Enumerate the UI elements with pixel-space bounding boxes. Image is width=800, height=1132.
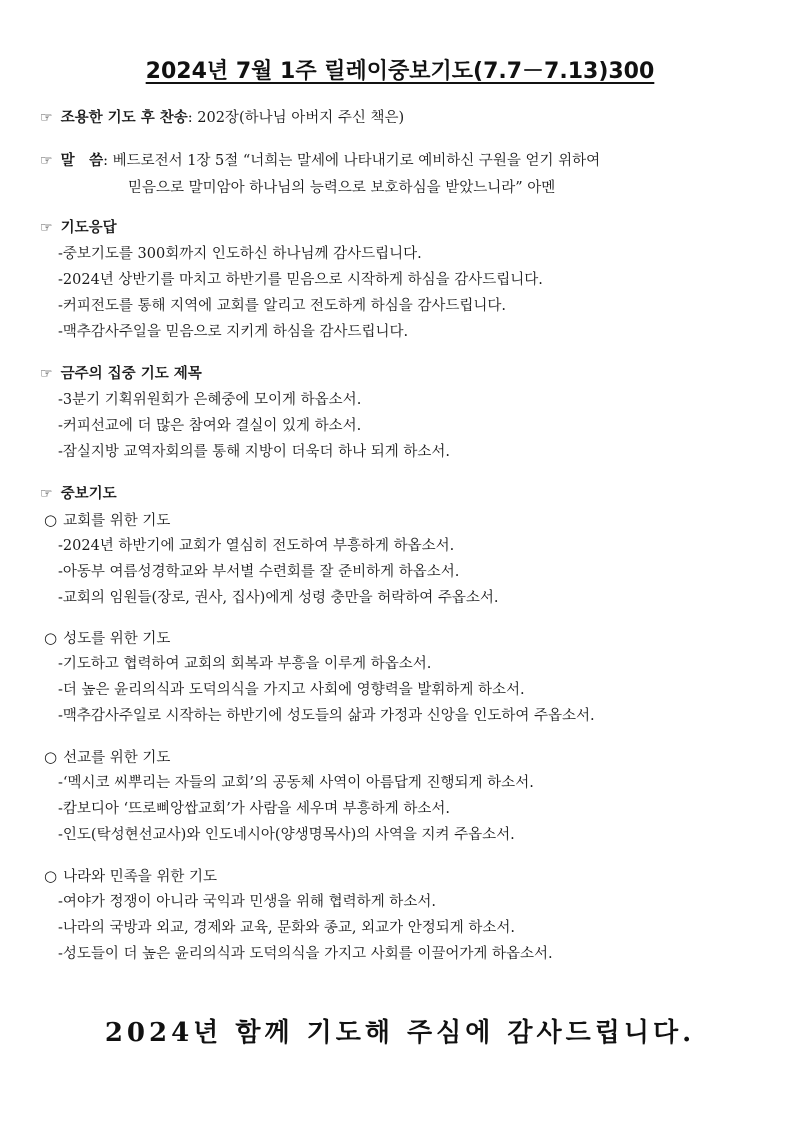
saints-prayer-title xyxy=(44,628,170,649)
scripture-line-1 xyxy=(40,151,600,171)
circle-bullet-icon: ○ xyxy=(44,867,58,885)
list-item: -기도하고 협력하여 교회의 회복과 부흥을 이루게 하옵소서. xyxy=(58,656,432,672)
list-item: -커피전도를 통해 지역에 교회를 알리고 전도하게 하심을 감사드립니다. xyxy=(58,298,506,314)
list-item: -중보기도를 300회까지 인도하신 하나님께 감사드립니다. xyxy=(58,246,422,262)
mission-prayer-title-text: 선교를 위한 기도 xyxy=(63,750,171,766)
list-item: -커피선교에 더 많은 참여와 결실이 있게 하소서. xyxy=(58,418,362,434)
scripture-label: 말 씀 xyxy=(60,153,104,169)
intercession-heading-text: 중보기도 xyxy=(60,486,117,502)
list-item: -맥추감사주일로 시작하는 하반기에 성도들의 삶과 가정과 신앙을 인도하여 주옵소서. xyxy=(58,708,595,724)
answers-heading xyxy=(40,218,117,238)
church-prayer-title-text: 교회를 위한 기도 xyxy=(63,513,171,529)
list-item: -성도들이 더 높은 윤리의식과 도덕의식을 가지고 사회를 이끌어가게 하옵소서. xyxy=(58,946,553,962)
page-title-text: 2024년 7월 1주 릴레이중보기도(7.7－7.13)300 xyxy=(145,59,655,84)
intercession-heading xyxy=(40,484,117,504)
list-item: -교회의 임원들(장로, 권사, 집사)에게 성령 충만을 허락하여 주옵소서. xyxy=(58,590,499,606)
circle-bullet-icon: ○ xyxy=(44,629,58,647)
focus-heading xyxy=(40,364,202,384)
saints-prayer-title-text: 성도를 위한 기도 xyxy=(63,631,171,647)
circle-bullet-icon: ○ xyxy=(44,748,58,766)
hymn-text: : 202장(하나님 아버지 주신 책은) xyxy=(187,110,405,126)
mission-prayer-title xyxy=(44,747,170,768)
list-item: -2024년 상반기를 마치고 하반기를 믿음으로 시작하게 하심을 감사드립니다. xyxy=(58,272,543,288)
pointing-hand-icon: ☞ xyxy=(40,220,53,236)
list-item: -맥추감사주일을 믿음으로 지키게 하심을 감사드립니다. xyxy=(58,324,409,340)
page-title xyxy=(0,54,800,85)
closing-thanks: 2024년 함께 기도해 주심에 감사드립니다. xyxy=(104,1018,696,1048)
pointing-hand-icon: ☞ xyxy=(40,486,53,502)
list-item: -‘멕시코 씨뿌리는 자들의 교회’의 공동체 사역이 아름답게 진행되게 하소서. xyxy=(58,775,534,791)
focus-heading-text: 금주의 집중 기도 제목 xyxy=(60,366,202,382)
list-item: -잠실지방 교역자회의를 통해 지방이 더욱더 하나 되게 하소서. xyxy=(58,444,450,460)
church-prayer-title xyxy=(44,510,170,531)
list-item: -더 높은 윤리의식과 도덕의식을 가지고 사회에 영향력을 발휘하게 하소서. xyxy=(58,682,525,698)
list-item: -캄보디아 ‘뜨로삐앙쌉교회’가 사람을 세우며 부흥하게 하소서. xyxy=(58,801,450,817)
pointing-hand-icon: ☞ xyxy=(40,366,53,382)
list-item: -인도(탁성현선교사)와 인도네시아(양생명목사)의 사역을 지켜 주옵소서. xyxy=(58,827,515,843)
answers-heading-text: 기도응답 xyxy=(60,220,117,236)
pointing-hand-icon: ☞ xyxy=(40,110,53,126)
pointing-hand-icon: ☞ xyxy=(40,153,53,169)
hymn-line xyxy=(40,108,404,128)
hymn-label: 조용한 기도 후 찬송 xyxy=(60,110,188,126)
scripture-line-2: 믿음으로 말미암아 하나님의 능력으로 보호하심을 받았느니라” 아멘 xyxy=(128,180,556,196)
list-item: -2024년 하반기에 교회가 열심히 전도하여 부흥하게 하옵소서. xyxy=(58,538,455,554)
circle-bullet-icon: ○ xyxy=(44,511,58,529)
nation-prayer-title xyxy=(44,866,217,887)
nation-prayer-title-text: 나라와 민족을 위한 기도 xyxy=(63,869,217,885)
list-item: -여야가 정쟁이 아니라 국익과 민생을 위해 협력하게 하소서. xyxy=(58,894,436,910)
list-item: -아동부 여름성경학교와 부서별 수련회를 잘 준비하게 하옵소서. xyxy=(58,564,460,580)
list-item: -나라의 국방과 외교, 경제와 교육, 문화와 종교, 외교가 안정되게 하소서. xyxy=(58,920,516,936)
scripture-text-1: : 베드로전서 1장 5절 “너희는 말세에 나타내기로 예비하신 구원을 얻기 위하여 xyxy=(103,153,601,169)
list-item: -3분기 기획위원회가 은혜중에 모이게 하옵소서. xyxy=(58,392,362,408)
